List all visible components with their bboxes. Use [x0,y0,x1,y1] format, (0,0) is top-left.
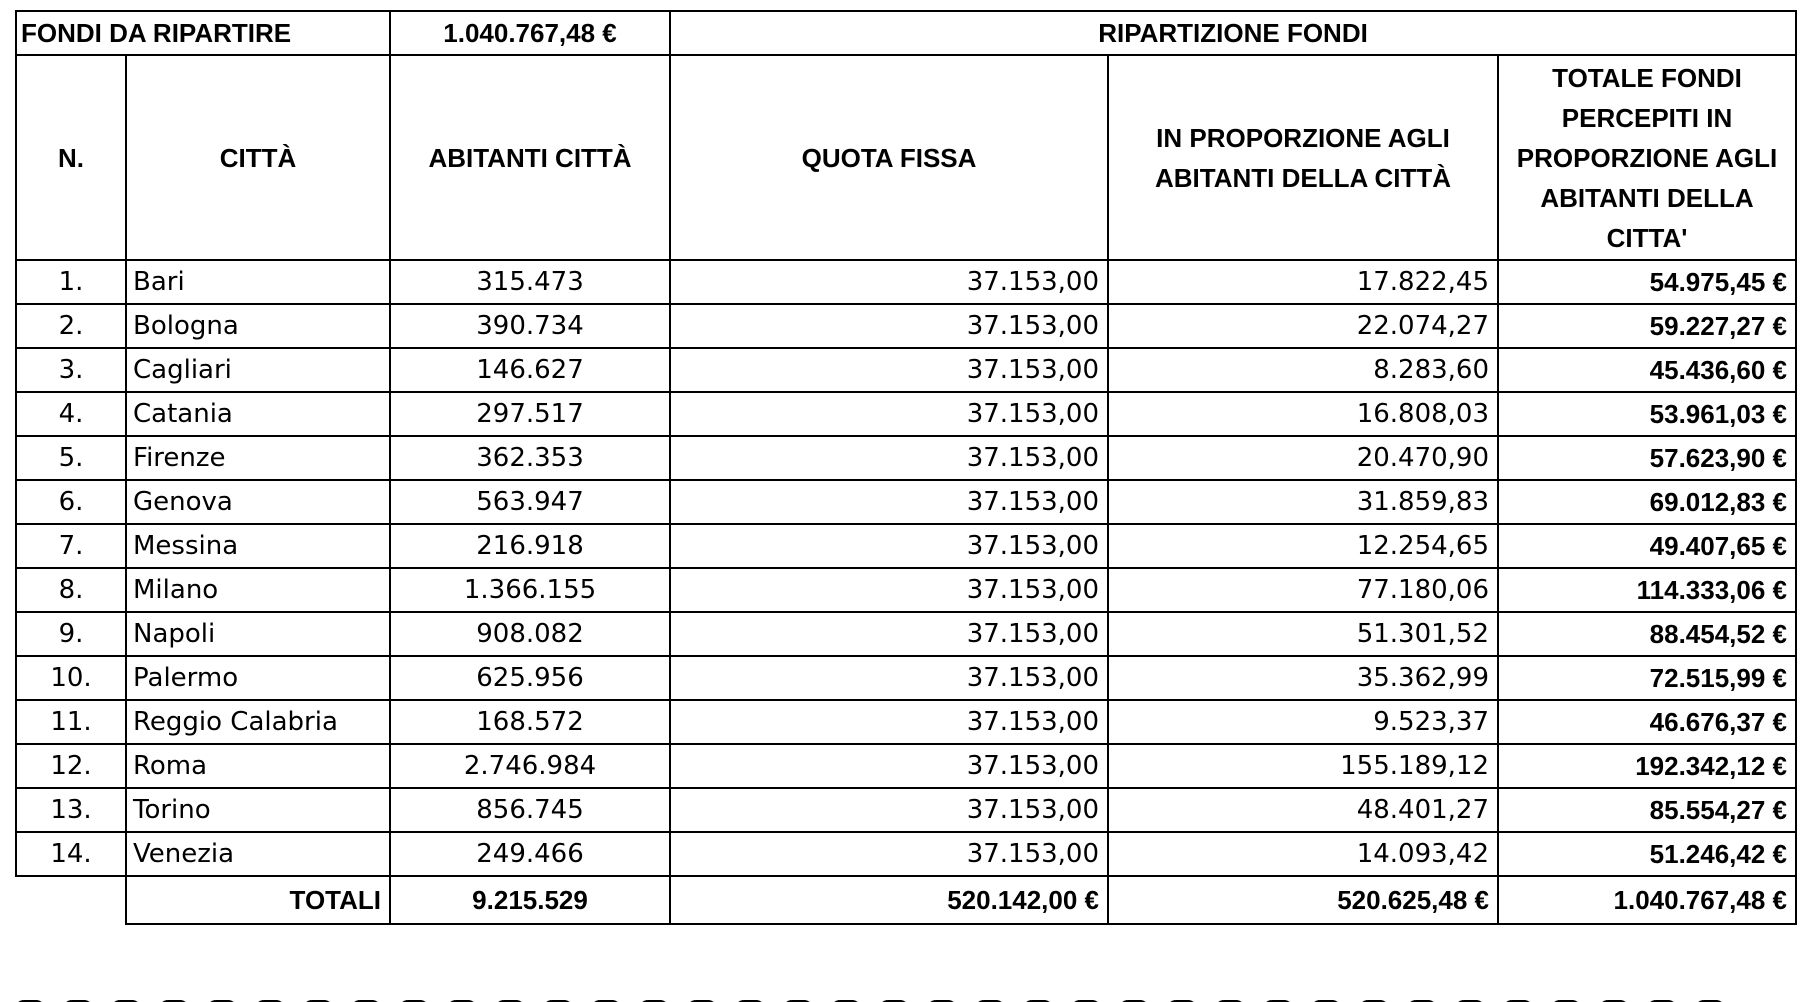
row-number: 13. [16,788,126,832]
row-quota-fissa: 37.153,00 [670,700,1108,744]
row-quota-fissa: 37.153,00 [670,348,1108,392]
row-number: 2. [16,304,126,348]
row-totale: 54.975,45 € [1498,260,1796,304]
row-number: 10. [16,656,126,700]
row-proporzione: 20.470,90 [1108,436,1498,480]
row-abitanti: 908.082 [390,612,670,656]
row-proporzione: 51.301,52 [1108,612,1498,656]
table-row [16,524,1796,568]
table-row [16,260,1796,304]
row-totale: 53.961,03 € [1498,392,1796,436]
row-abitanti: 390.734 [390,304,670,348]
row-city: Genova [126,480,390,524]
table-row [16,700,1796,744]
row-proporzione: 77.180,06 [1108,568,1498,612]
row-number: 12. [16,744,126,788]
row-number: 7. [16,524,126,568]
row-totale: 72.515,99 € [1498,656,1796,700]
row-number: 5. [16,436,126,480]
row-totale: 46.676,37 € [1498,700,1796,744]
top-header-row [16,11,1796,55]
row-totale: 51.246,42 € [1498,832,1796,876]
row-proporzione: 14.093,42 [1108,832,1498,876]
row-abitanti: 168.572 [390,700,670,744]
totals-row [16,876,1796,924]
totals-abitanti: 9.215.529 [390,876,670,924]
row-number: 14. [16,832,126,876]
table-row [16,568,1796,612]
table-row [16,304,1796,348]
row-abitanti: 249.466 [390,832,670,876]
row-proporzione: 155.189,12 [1108,744,1498,788]
row-city: Palermo [126,656,390,700]
row-quota-fissa: 37.153,00 [670,656,1108,700]
row-city: Bari [126,260,390,304]
row-totale: 88.454,52 € [1498,612,1796,656]
column-header-row [16,55,1796,260]
row-proporzione: 35.362,99 [1108,656,1498,700]
row-quota-fissa: 37.153,00 [670,744,1108,788]
row-proporzione: 9.523,37 [1108,700,1498,744]
row-proporzione: 48.401,27 [1108,788,1498,832]
column-header-proporzione: IN PROPORZIONE AGLI ABITANTI DELLA CITTÀ [1108,55,1498,260]
fund-allocation-table [15,10,1797,925]
totals-empty-cell [16,876,126,924]
column-header-citta: CITTÀ [126,55,390,260]
row-totale: 45.436,60 € [1498,348,1796,392]
table-row [16,612,1796,656]
row-number: 3. [16,348,126,392]
row-abitanti: 625.956 [390,656,670,700]
table-body [16,260,1796,876]
table-row [16,392,1796,436]
row-quota-fissa: 37.153,00 [670,392,1108,436]
row-totale: 192.342,12 € [1498,744,1796,788]
row-city: Catania [126,392,390,436]
row-quota-fissa: 37.153,00 [670,524,1108,568]
row-proporzione: 31.859,83 [1108,480,1498,524]
row-city: Roma [126,744,390,788]
table-row [16,832,1796,876]
row-quota-fissa: 37.153,00 [670,436,1108,480]
row-proporzione: 16.808,03 [1108,392,1498,436]
row-city: Reggio Calabria [126,700,390,744]
totals-quota-fissa: 520.142,00 € [670,876,1108,924]
row-abitanti: 297.517 [390,392,670,436]
row-proporzione: 12.254,65 [1108,524,1498,568]
row-totale: 114.333,06 € [1498,568,1796,612]
row-totale: 85.554,27 € [1498,788,1796,832]
row-number: 11. [16,700,126,744]
table-row [16,480,1796,524]
row-city: Torino [126,788,390,832]
table-row [16,744,1796,788]
row-quota-fissa: 37.153,00 [670,832,1108,876]
row-abitanti: 563.947 [390,480,670,524]
column-header-n: N. [16,55,126,260]
row-number: 1. [16,260,126,304]
column-header-quota-fissa: QUOTA FISSA [670,55,1108,260]
row-city: Venezia [126,832,390,876]
row-city: Firenze [126,436,390,480]
row-totale: 69.012,83 € [1498,480,1796,524]
row-proporzione: 22.074,27 [1108,304,1498,348]
row-proporzione: 8.283,60 [1108,348,1498,392]
row-quota-fissa: 37.153,00 [670,304,1108,348]
row-abitanti: 315.473 [390,260,670,304]
row-abitanti: 856.745 [390,788,670,832]
ripartizione-fondi-label: RIPARTIZIONE FONDI [670,11,1796,55]
column-header-totale: TOTALE FONDI PERCEPITI IN PROPORZIONE AGLI ABITANTI DELLA CITTA' [1498,55,1796,260]
row-quota-fissa: 37.153,00 [670,612,1108,656]
row-abitanti: 362.353 [390,436,670,480]
row-quota-fissa: 37.153,00 [670,260,1108,304]
row-city: Cagliari [126,348,390,392]
row-quota-fissa: 37.153,00 [670,568,1108,612]
row-number: 6. [16,480,126,524]
row-abitanti: 146.627 [390,348,670,392]
totals-label: TOTALI [126,876,390,924]
row-abitanti: 216.918 [390,524,670,568]
row-city: Milano [126,568,390,612]
row-quota-fissa: 37.153,00 [670,480,1108,524]
column-header-abitanti: ABITANTI CITTÀ [390,55,670,260]
table-row [16,656,1796,700]
totals-totale: 1.040.767,48 € [1498,876,1796,924]
row-totale: 57.623,90 € [1498,436,1796,480]
row-totale: 59.227,27 € [1498,304,1796,348]
row-city: Napoli [126,612,390,656]
table-row [16,436,1796,480]
fondi-da-ripartire-value: 1.040.767,48 € [390,11,670,55]
row-proporzione: 17.822,45 [1108,260,1498,304]
totals-proporzione: 520.625,48 € [1108,876,1498,924]
row-number: 9. [16,612,126,656]
row-quota-fissa: 37.153,00 [670,788,1108,832]
row-abitanti: 1.366.155 [390,568,670,612]
table-row [16,348,1796,392]
row-totale: 49.407,65 € [1498,524,1796,568]
cropped-text-fragment [15,994,1795,1002]
table-row [16,788,1796,832]
row-city: Messina [126,524,390,568]
row-city: Bologna [126,304,390,348]
row-number: 4. [16,392,126,436]
row-abitanti: 2.746.984 [390,744,670,788]
fondi-da-ripartire-label: FONDI DA RIPARTIRE [16,11,390,55]
row-number: 8. [16,568,126,612]
